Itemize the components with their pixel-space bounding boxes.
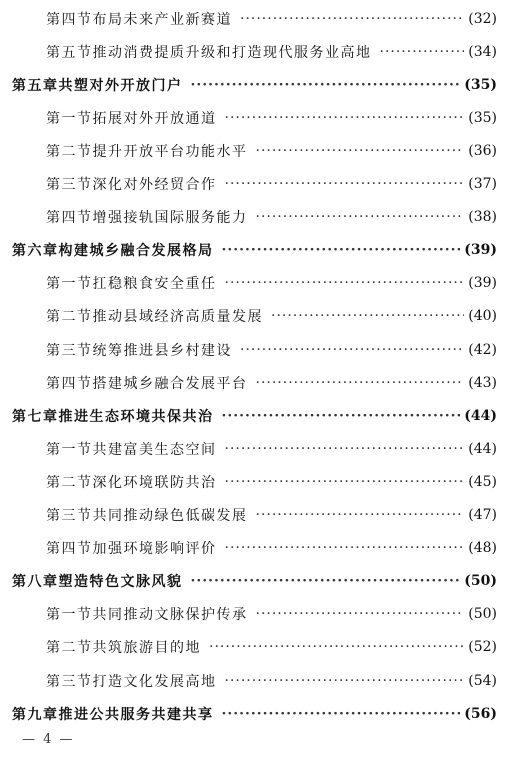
toc-entry-label: 第二节 xyxy=(46,143,93,160)
toc-page-number: (54) xyxy=(468,672,497,689)
toc-entry-label: 第八章 xyxy=(12,574,59,591)
toc-entry-title: 共同推动绿色低碳发展 xyxy=(92,508,248,524)
dot-leader xyxy=(225,176,465,192)
toc-entry-title: 深化对外经贸合作 xyxy=(92,177,217,193)
toc-page-number: (56) xyxy=(464,705,497,722)
toc-entry-label: 第二节 xyxy=(46,309,93,326)
toc-entry-label: 第一节 xyxy=(46,276,93,293)
toc-entry-label: 第四节 xyxy=(46,210,93,227)
dot-leader xyxy=(191,573,461,589)
toc-page-number: (43) xyxy=(468,374,497,391)
toc-entry-title: 布局未来产业新赛道 xyxy=(92,11,232,28)
toc-page-number: (36) xyxy=(468,142,497,159)
toc-chapter-row[interactable] xyxy=(0,697,511,730)
toc-entry-title: 搭建城乡融合发展平台 xyxy=(92,375,248,392)
dot-leader xyxy=(225,673,465,689)
toc-entry-title: 构建城乡融合发展格局 xyxy=(58,243,214,260)
toc-entry-title: 打造文化发展高地 xyxy=(92,673,217,690)
toc-page-number: (44) xyxy=(464,407,497,424)
toc-entry-label: 第九章 xyxy=(12,706,59,723)
toc-entry-title: 推动消费提质升级和打造现代服务业高地 xyxy=(92,44,372,61)
toc-section-row[interactable] xyxy=(0,2,511,35)
toc-chapter-row[interactable] xyxy=(0,399,511,432)
toc-entry-label: 第三节 xyxy=(46,508,93,524)
toc-entry-title: 扛稳粮食安全重任 xyxy=(92,276,217,293)
toc-page-number: (52) xyxy=(468,639,497,656)
toc-chapter-row[interactable] xyxy=(0,565,511,598)
page-footer: — 4 — xyxy=(22,732,75,747)
toc-page-number: (35) xyxy=(464,76,497,93)
toc-entry-label: 第五节 xyxy=(46,44,93,61)
toc-entry-title: 拓展对外开放通道 xyxy=(92,110,217,127)
toc-section-row[interactable] xyxy=(0,168,511,201)
toc-entry-title: 推进生态环境共保共治 xyxy=(58,408,214,425)
toc-chapter-row[interactable] xyxy=(0,68,511,101)
toc-entry-title: 提升开放平台功能水平 xyxy=(92,143,248,160)
dot-leader xyxy=(240,11,464,27)
toc-page-number: (34) xyxy=(468,43,497,60)
toc-entry-title: 共筑旅游目的地 xyxy=(92,640,201,657)
toc-entry-label: 第四节 xyxy=(46,375,93,392)
toc-section-row[interactable] xyxy=(0,499,511,532)
toc-section-row[interactable] xyxy=(0,134,511,167)
toc-section-row[interactable] xyxy=(0,664,511,697)
dot-leader xyxy=(225,474,465,490)
toc-entry-label: 第二节 xyxy=(46,640,93,657)
toc-page-number: (39) xyxy=(468,275,497,292)
toc-entry-title: 塑造特色文脉风貌 xyxy=(58,574,183,591)
toc-entry-title: 共同推动文脉保护传承 xyxy=(92,607,248,624)
toc-entry-label: 第三节 xyxy=(46,673,93,690)
toc-entry-title: 统筹推进县乡村建设 xyxy=(92,342,232,359)
toc-entry-title: 深化环境联防共治 xyxy=(92,474,217,491)
toc-page-number: (42) xyxy=(468,341,497,358)
toc-entry-label: 第四节 xyxy=(46,541,93,558)
dot-leader xyxy=(256,143,465,159)
toc-page-number: (32) xyxy=(468,10,497,27)
dot-leader xyxy=(222,242,461,258)
dot-leader xyxy=(222,408,461,424)
toc-section-row[interactable] xyxy=(0,101,511,134)
toc-page-number: (35) xyxy=(468,109,497,126)
dot-leader xyxy=(225,110,465,126)
dot-leader xyxy=(256,507,465,523)
dot-leader xyxy=(240,342,464,358)
toc-entry-label: 第五章 xyxy=(12,77,59,94)
toc-entry-label: 第三节 xyxy=(46,342,93,359)
toc-entry-label: 第一节 xyxy=(46,110,93,127)
toc-entry-title: 推动县域经济高质量发展 xyxy=(92,309,263,326)
toc-section-row[interactable] xyxy=(0,300,511,333)
toc-entry-title: 共塑对外开放门户 xyxy=(58,77,183,94)
toc-page-number: (38) xyxy=(468,209,497,226)
toc-page-number: (50) xyxy=(468,606,497,623)
toc-page-number: (39) xyxy=(464,242,497,259)
toc-entry-title: 增强接轨国际服务能力 xyxy=(92,210,248,227)
toc-entry-label: 第二节 xyxy=(46,474,93,491)
toc-page-number: (45) xyxy=(468,473,497,490)
dot-leader xyxy=(225,275,465,291)
dot-leader xyxy=(225,540,465,556)
toc-section-row[interactable] xyxy=(0,598,511,631)
dot-leader xyxy=(256,606,465,622)
toc-section-row[interactable] xyxy=(0,333,511,366)
dot-leader xyxy=(256,375,465,391)
toc-page-number: (44) xyxy=(468,440,497,457)
toc-page-number: (47) xyxy=(468,507,497,523)
dot-leader xyxy=(222,706,461,722)
toc-entry-label: 第一节 xyxy=(46,441,93,458)
toc-page-number: (48) xyxy=(468,540,497,557)
toc-entry-title: 加强环境影响评价 xyxy=(92,541,217,558)
toc-page-number: (37) xyxy=(468,176,497,192)
toc-section-row[interactable] xyxy=(0,631,511,664)
toc-entry-label: 第六章 xyxy=(12,243,59,260)
toc-entry-label: 第七章 xyxy=(12,408,59,425)
toc-section-row[interactable] xyxy=(0,465,511,498)
toc-entry-label: 第四节 xyxy=(46,11,93,28)
dot-leader xyxy=(380,44,465,60)
toc-entry-title: 共建富美生态空间 xyxy=(92,441,217,458)
toc-entry-label: 第三节 xyxy=(46,177,93,193)
toc-entry-label: 第一节 xyxy=(46,607,93,624)
toc-section-row[interactable] xyxy=(0,35,511,68)
dot-leader xyxy=(271,308,464,324)
toc-page-number: (50) xyxy=(464,573,497,590)
toc-chapter-row[interactable] xyxy=(0,234,511,267)
toc-section-row[interactable] xyxy=(0,532,511,565)
toc-entry-title: 推进公共服务共建共享 xyxy=(58,706,214,723)
dot-leader xyxy=(256,209,465,225)
toc-section-row[interactable] xyxy=(0,201,511,234)
dot-leader xyxy=(191,77,461,93)
dot-leader xyxy=(225,441,465,457)
toc-section-row[interactable] xyxy=(0,366,511,399)
toc-section-row[interactable] xyxy=(0,432,511,465)
toc-page-number: (40) xyxy=(468,308,497,325)
dot-leader xyxy=(209,639,464,655)
toc-section-row[interactable] xyxy=(0,267,511,300)
